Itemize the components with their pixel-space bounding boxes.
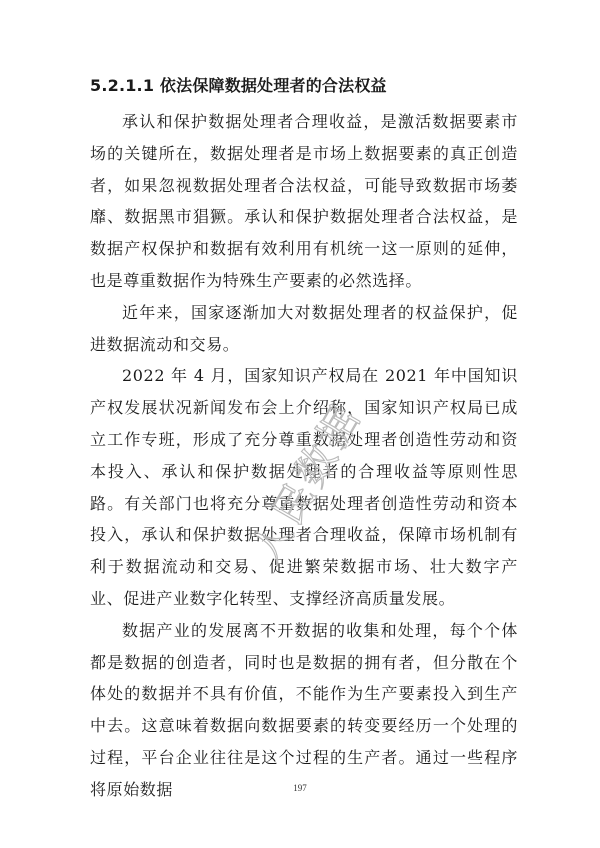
paragraph-2: 近年来，国家逐渐加大对数据处理者的权益保护，促进数据流动和交易。 — [90, 302, 518, 354]
body-text — [90, 106, 518, 806]
paragraph-1: 承认和保护数据处理者合理收益，是激活数据要素市场的关键所在，数据处理者是市场上数据要素的真正创造者，如果忽视数据处理者合法权益，可能导致数据市场萎靡、数据黑市猖獗。承认和保护数据处理者合法权益，是数据产权保护和数据有效利用有机统一这一原则的延伸，也是尊重数据作为特殊生产要素的必然选择。 — [90, 112, 518, 290]
section-heading: 5.2.1.1 依法保障数据处理者的合法权益 — [90, 76, 387, 95]
page-number: 197 — [293, 783, 307, 793]
paragraph-3: 2022 年 4 月，国家知识产权局在 2021 年中国知识产权发展状况新闻发布会上介绍称，国家知识产权局已成立工作专班，形成了充分尊重数据处理者创造性劳动和资本投入、承认和保护数据处理者的合理收益等原则性思路。有关部门也将充分尊重数据处理者创造性劳动和资本投入，承认和保护数据处理者合理收益，保障市场机制有利于数据流动和交易、促进繁荣数据市场、壮大数字产业、促进产业数字化转型、支撑经济高质量发展。 — [90, 366, 518, 608]
watermark-text: 人民数据 — [242, 395, 371, 571]
paragraph-4: 数据产业的发展离不开数据的收集和处理，每个个体都是数据的创造者，同时也是数据的拥有者，但分散在个体处的数据并不具有价值，不能作为生产要素投入到生产中去。这意味着数据向数据要素的转变要经历一个处理的过程，平台企业往往是这个过程的生产者。通过一些程序将原始数据 — [90, 620, 518, 799]
